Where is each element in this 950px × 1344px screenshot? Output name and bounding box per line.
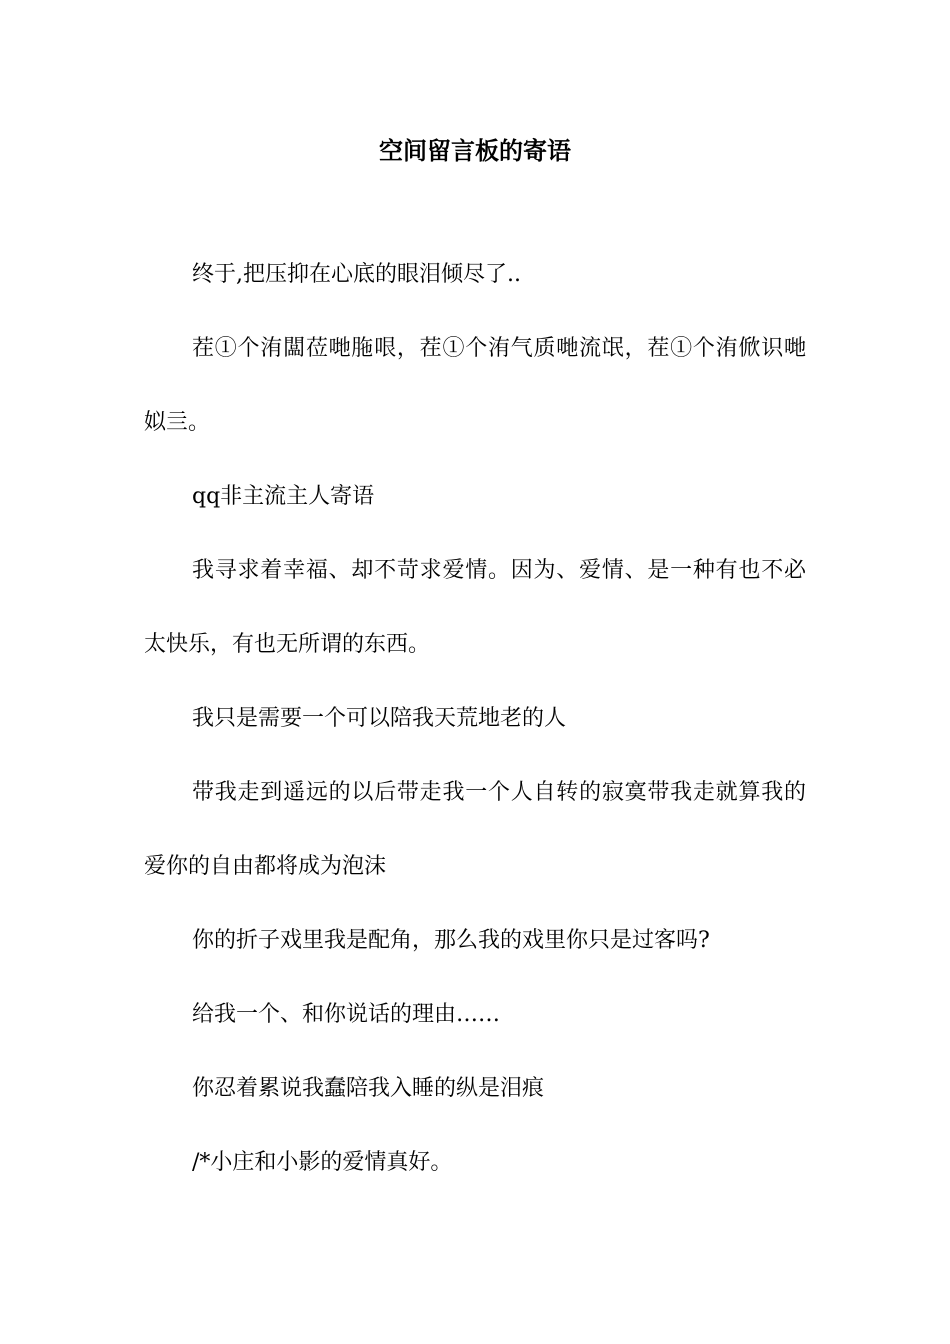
paragraph: 你忍着累说我蠢陪我入睡的纵是泪痕: [192, 1076, 545, 1101]
paragraph: 带我走到遥远的以后带走我一个人自转的寂寞带我走就算我的爱你的自由都将成为泡沫: [144, 780, 806, 879]
paragraph: 终于,把压抑在心底的眼泪倾尽了..: [192, 262, 521, 287]
paragraph: 你的折子戏里我是配角，那么我的戏里你只是过客吗?: [192, 928, 710, 953]
document-body: [144, 238, 806, 1200]
paragraph: 茬①个洧闆莅哋胣哏，茬①个洧气质哋流氓，茬①个洧俽识哋姒亖。: [144, 336, 806, 435]
paragraph: 我寻求着幸福、却不苛求爱情。因为、爱情、是一种有也不必太快乐，有也无所谓的东西。: [144, 558, 806, 657]
paragraph: 我只是需要一个可以陪我天荒地老的人: [192, 706, 567, 731]
paragraph: 给我一个、和你说话的理由……: [192, 1002, 501, 1027]
paragraph: qq非主流主人寄语: [192, 484, 375, 509]
document-title: 空间留言板的寄语: [379, 137, 571, 165]
paragraph: /*小庄和小影的爱情真好。: [192, 1150, 453, 1175]
